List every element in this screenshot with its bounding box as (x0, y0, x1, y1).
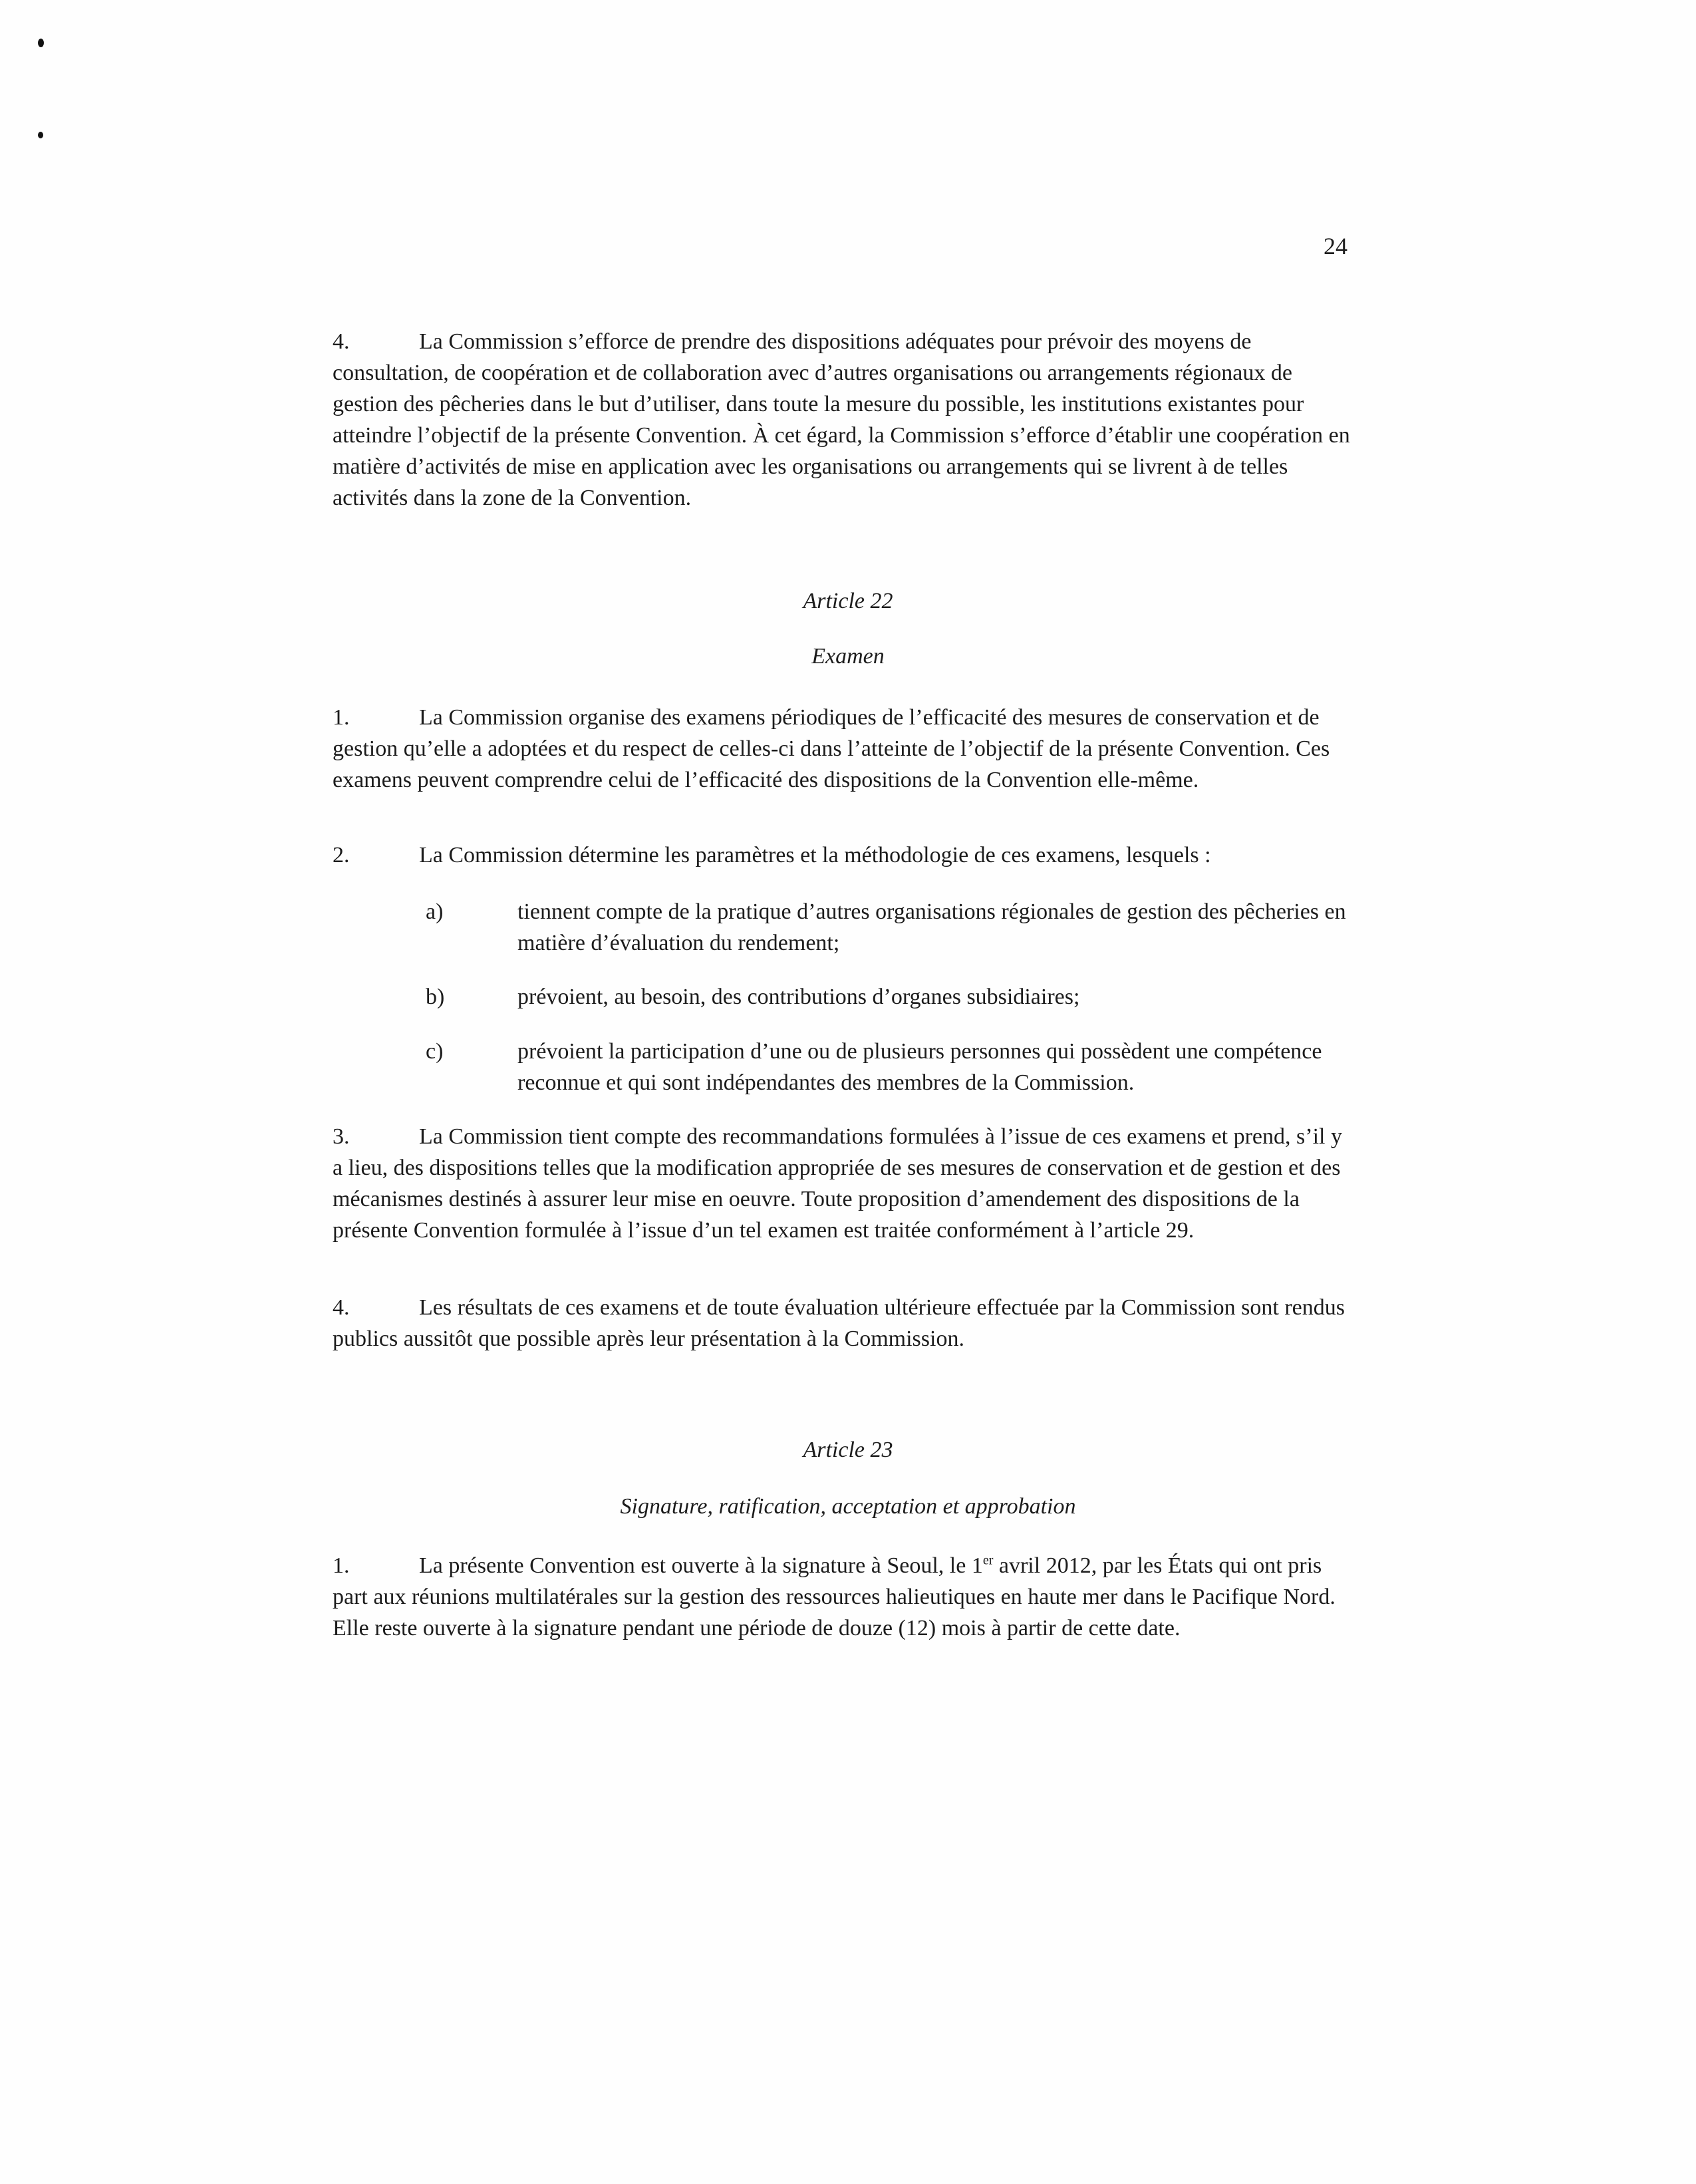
scan-speck (38, 39, 44, 47)
paragraph-text-end: avril 2012, par les États qui ont pris part aux réunions multilatérales sur la gestion des ressources halieutiques en haute mer dans le Pacifique Nord. Elle reste ouverte à la signature pendant une période de douze (12) mois à partir de cette date. (333, 1553, 1336, 1640)
paragraph-number: 2. (333, 843, 350, 867)
article-heading: Article 23 (803, 1438, 893, 1462)
list-item-label: a) (426, 899, 444, 924)
list-item (426, 896, 1383, 963)
paragraph-article22-2 (333, 840, 1357, 871)
list-item-label: c) (426, 1039, 444, 1064)
paragraph-text: La Commission organise des examens périodiques de l’efficacité des mesures de conservation et de gestion qu’elle a adoptées et du respect de celles-ci dans l’atteinte de l’objectif de la présente Convention. Ces examens peuvent comprendre celui de l’efficacité des dispositions de la Convention elle-même. (333, 705, 1330, 792)
paragraph-article21-4 (333, 326, 1357, 514)
paragraph-article22-4 (333, 1292, 1357, 1354)
list-item (426, 981, 1383, 1014)
paragraph-text-start: La présente Convention est ouverte à la signature à Seoul, le 1 (419, 1553, 983, 1578)
paragraph-number: 3. (333, 1124, 350, 1149)
page-number: 24 (1324, 233, 1347, 259)
paragraph-text: Les résultats de ces examens et de toute évaluation ultérieure effectuée par la Commission sont rendus publics aussitôt que possible après leur présentation à la Commission. (333, 1295, 1345, 1351)
paragraph-article23-1 (333, 1550, 1357, 1644)
paragraph-article22-1 (333, 702, 1357, 796)
list-item-text: prévoient la participation d’une ou de plusieurs personnes qui possèdent une compétence reconnue et qui sont indépendantes des membres de la Commission. (517, 1039, 1322, 1095)
list-item (426, 1036, 1383, 1102)
paragraph-number: 1. (333, 705, 350, 730)
paragraph-number: 1. (333, 1553, 350, 1578)
list-item-text: tiennent compte de la pratique d’autres organisations régionales de gestion des pêcheries en matière d’évaluation du rendement; (517, 899, 1346, 955)
paragraph-number: 4. (333, 1295, 350, 1320)
article-subheading: Signature, ratification, acceptation et approbation (620, 1494, 1076, 1519)
paragraph-article22-3 (333, 1121, 1357, 1246)
article-subheading: Examen (811, 644, 885, 669)
article-heading: Article 22 (803, 589, 893, 613)
scan-speck (38, 132, 43, 138)
paragraph-number: 4. (333, 329, 350, 354)
paragraph-text: La Commission s’efforce de prendre des dispositions adéquates pour prévoir des moyens de consultation, de coopération et de collaboration avec d’autres organisations ou arrangements régionaux de gestion des pêcheries dans le but d’utiliser, dans toute la mesure du possible, les institutions existantes pour atteindre l’objectif de la présente Convention. À cet égard, la Commission s’efforce d’établir une coopération en matière d’activités de mise en application avec les organisations ou arrangements qui se livrent à de telles activités dans la zone de la Convention. (333, 329, 1350, 510)
list-item-label: b) (426, 985, 445, 1009)
paragraph-text: La Commission tient compte des recommandations formulées à l’issue de ces examens et prend, s’il y a lieu, des dispositions telles que la modification appropriée de ses mesures de conservation et de gestion et des mécanismes destinés à assurer leur mise en oeuvre. Toute proposition d’amendement des dispositions de la présente Convention formulée à l’issue d’un tel examen est traitée conformément à l’article 29. (333, 1124, 1342, 1243)
superscript-ordinal: er (982, 1553, 994, 1568)
list-item-text: prévoient, au besoin, des contributions d’organes subsidiaires; (517, 985, 1080, 1009)
paragraph-text: La Commission détermine les paramètres et la méthodologie de ces examens, lesquels : (419, 843, 1211, 867)
